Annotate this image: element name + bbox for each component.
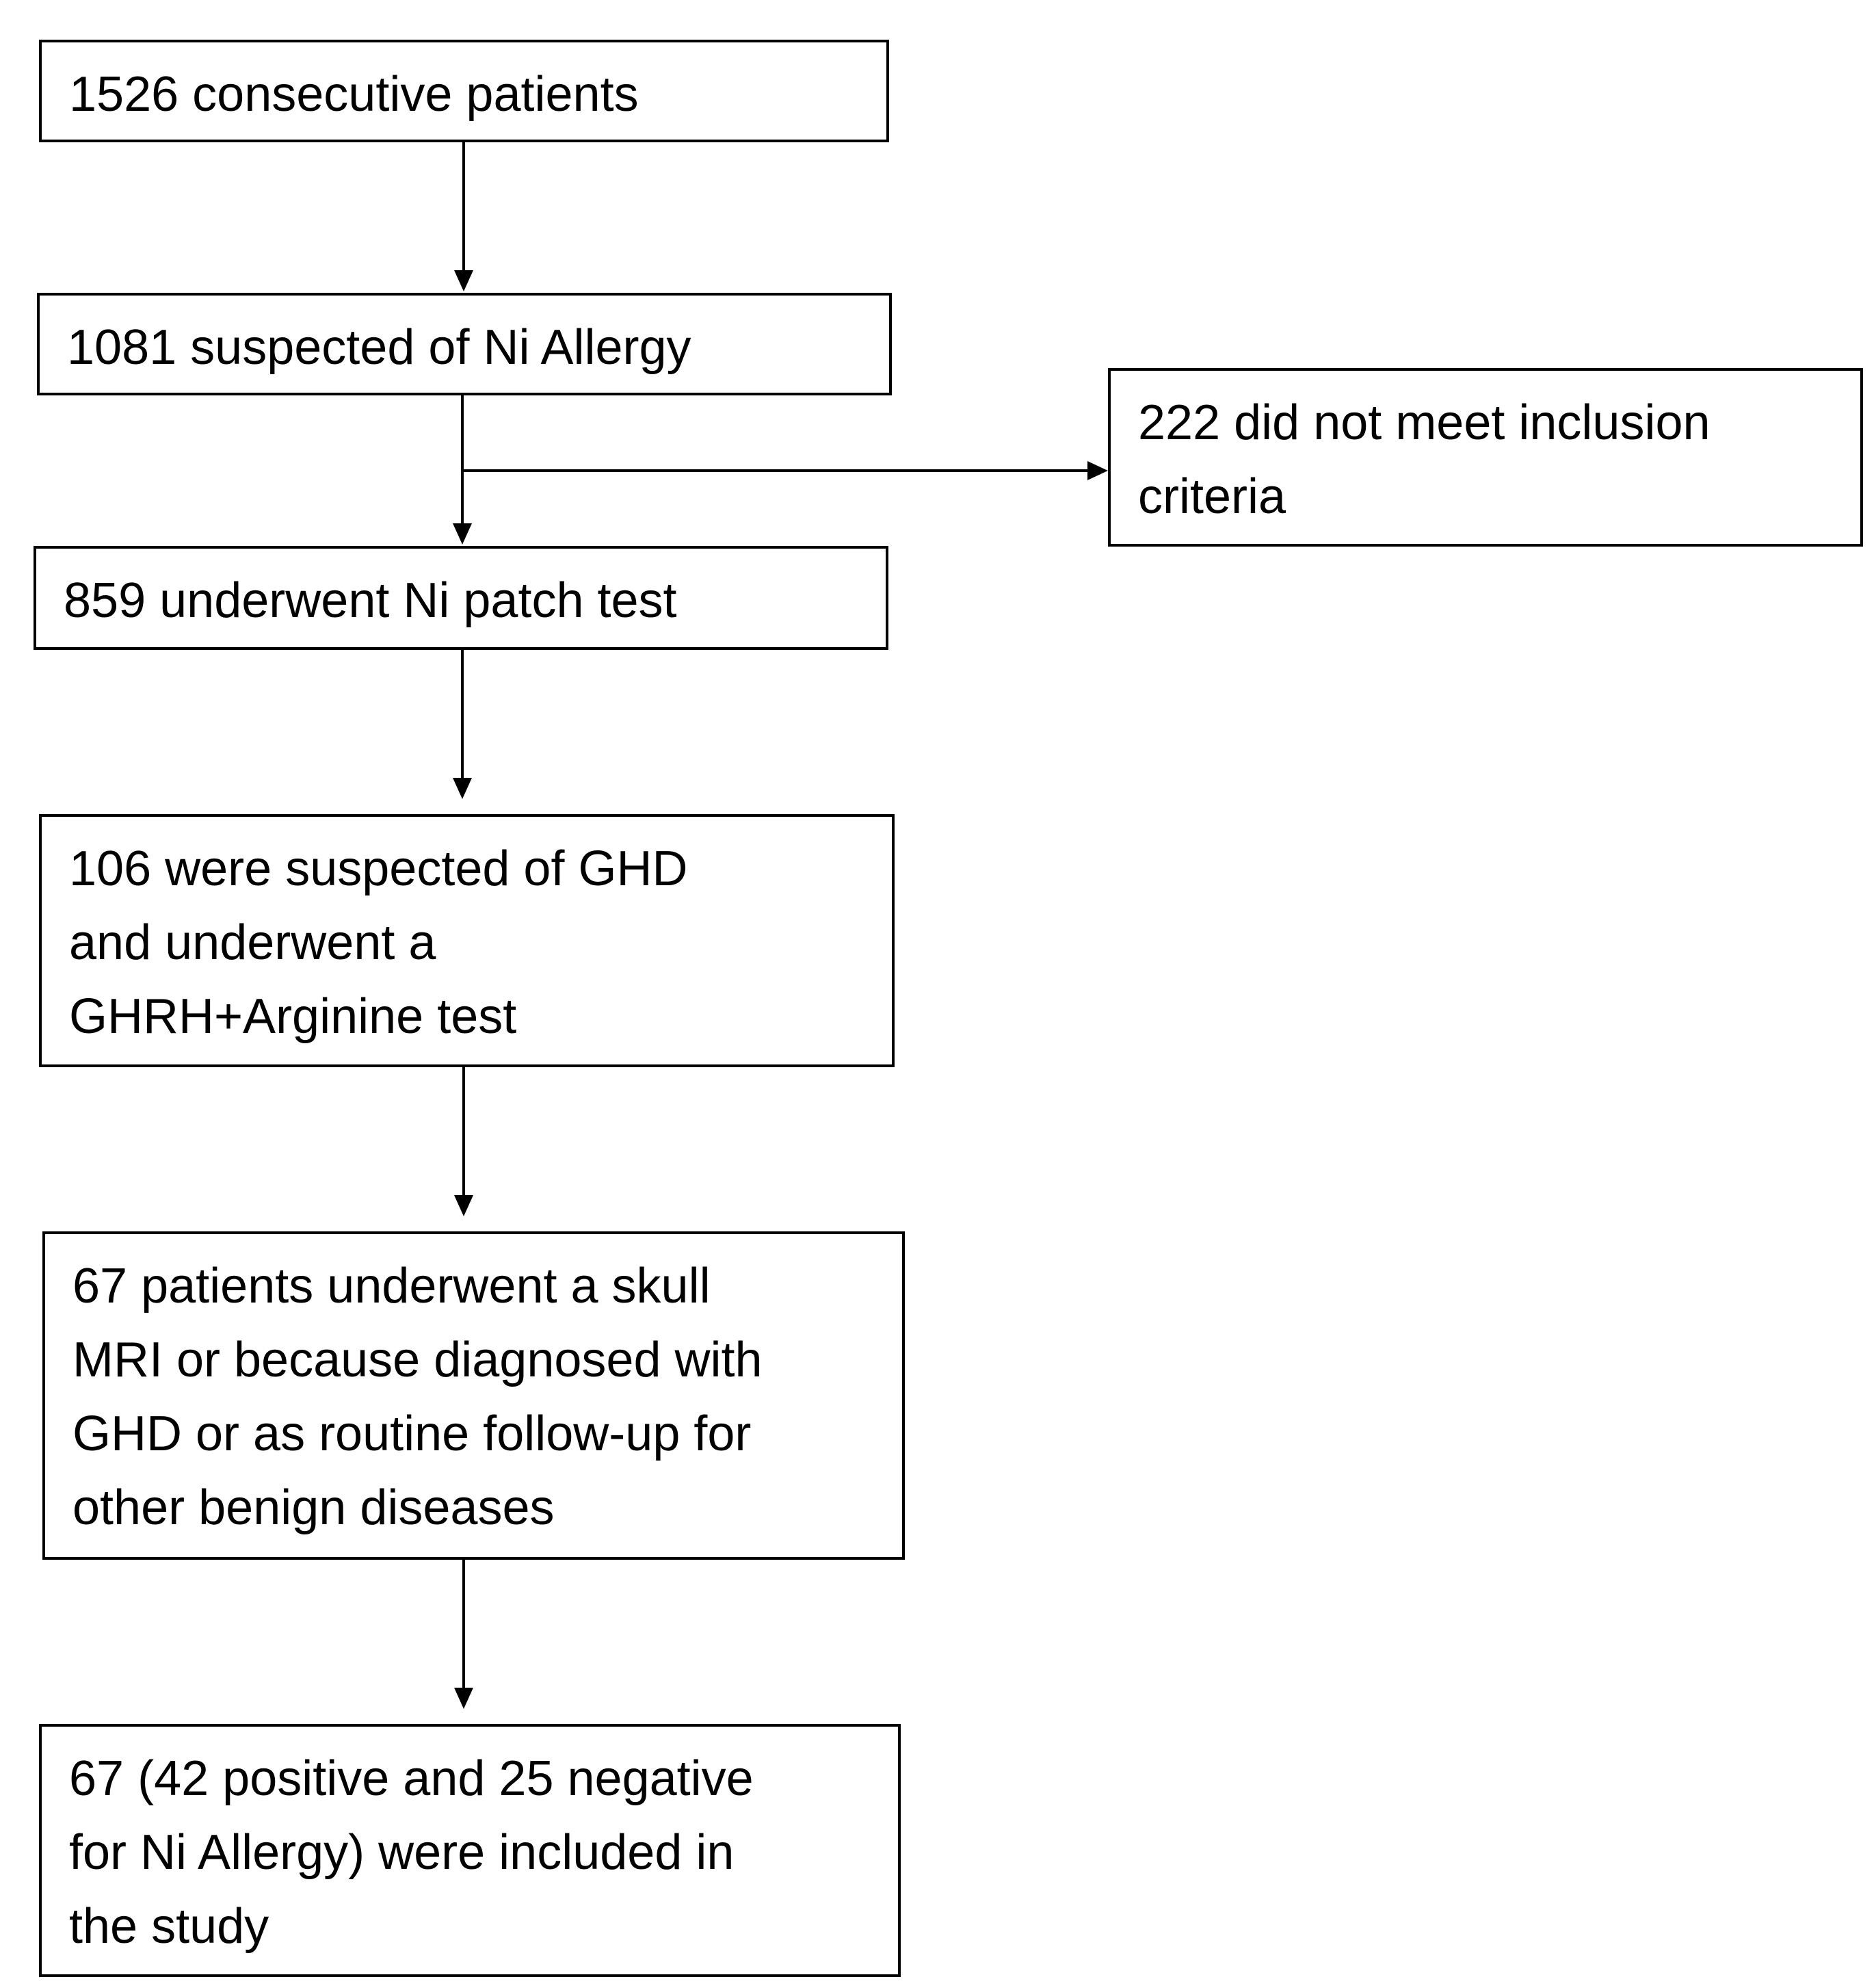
box-skull-mri-line-2: MRI or because diagnosed with: [72, 1333, 763, 1387]
box-ni-patch-test-line-1: 859 underwent Ni patch test: [64, 573, 677, 628]
box-excluded-line-1: 222 did not meet inclusion: [1138, 395, 1710, 450]
box-ni-patch-test: [34, 546, 888, 650]
box-ghd-arginine-test-line-2: and underwent a: [69, 915, 436, 970]
box-ghd-arginine-test-line-3: GHRH+Arginine test: [69, 989, 517, 1044]
box-included-in-study-line-3: the study: [69, 1899, 269, 1954]
box-ghd-arginine-test: [39, 814, 895, 1067]
box-suspected-ni-allergy: [37, 293, 892, 395]
arrow-consecutive-to-suspected: [454, 142, 473, 291]
box-consecutive-patients: [39, 40, 889, 142]
arrow-patch-test-to-ghd-test: [453, 650, 472, 799]
box-skull-mri-line-1: 67 patients underwent a skull: [72, 1259, 711, 1313]
box-excluded: [1108, 368, 1863, 547]
box-suspected-ni-allergy-line-1: 1081 suspected of Ni Allergy: [67, 320, 691, 375]
arrow-skull-mri-to-included: [454, 1560, 473, 1709]
box-included-in-study-line-1: 67 (42 positive and 25 negative: [69, 1751, 754, 1806]
box-excluded-line-2: criteria: [1138, 469, 1286, 524]
box-consecutive-patients-line-1: 1526 consecutive patients: [69, 67, 639, 122]
box-included-in-study-line-2: for Ni Allergy) were included in: [69, 1825, 735, 1880]
box-skull-mri-line-3: GHD or as routine follow-up for: [72, 1407, 752, 1461]
box-included-in-study: [39, 1724, 901, 1977]
arrow-suspected-to-excluded: [462, 461, 1108, 480]
box-skull-mri-line-4: other benign diseases: [72, 1480, 555, 1535]
box-skull-mri: [42, 1231, 905, 1560]
box-ghd-arginine-test-line-1: 106 were suspected of GHD: [69, 841, 688, 896]
arrow-ghd-test-to-skull-mri: [454, 1067, 473, 1216]
